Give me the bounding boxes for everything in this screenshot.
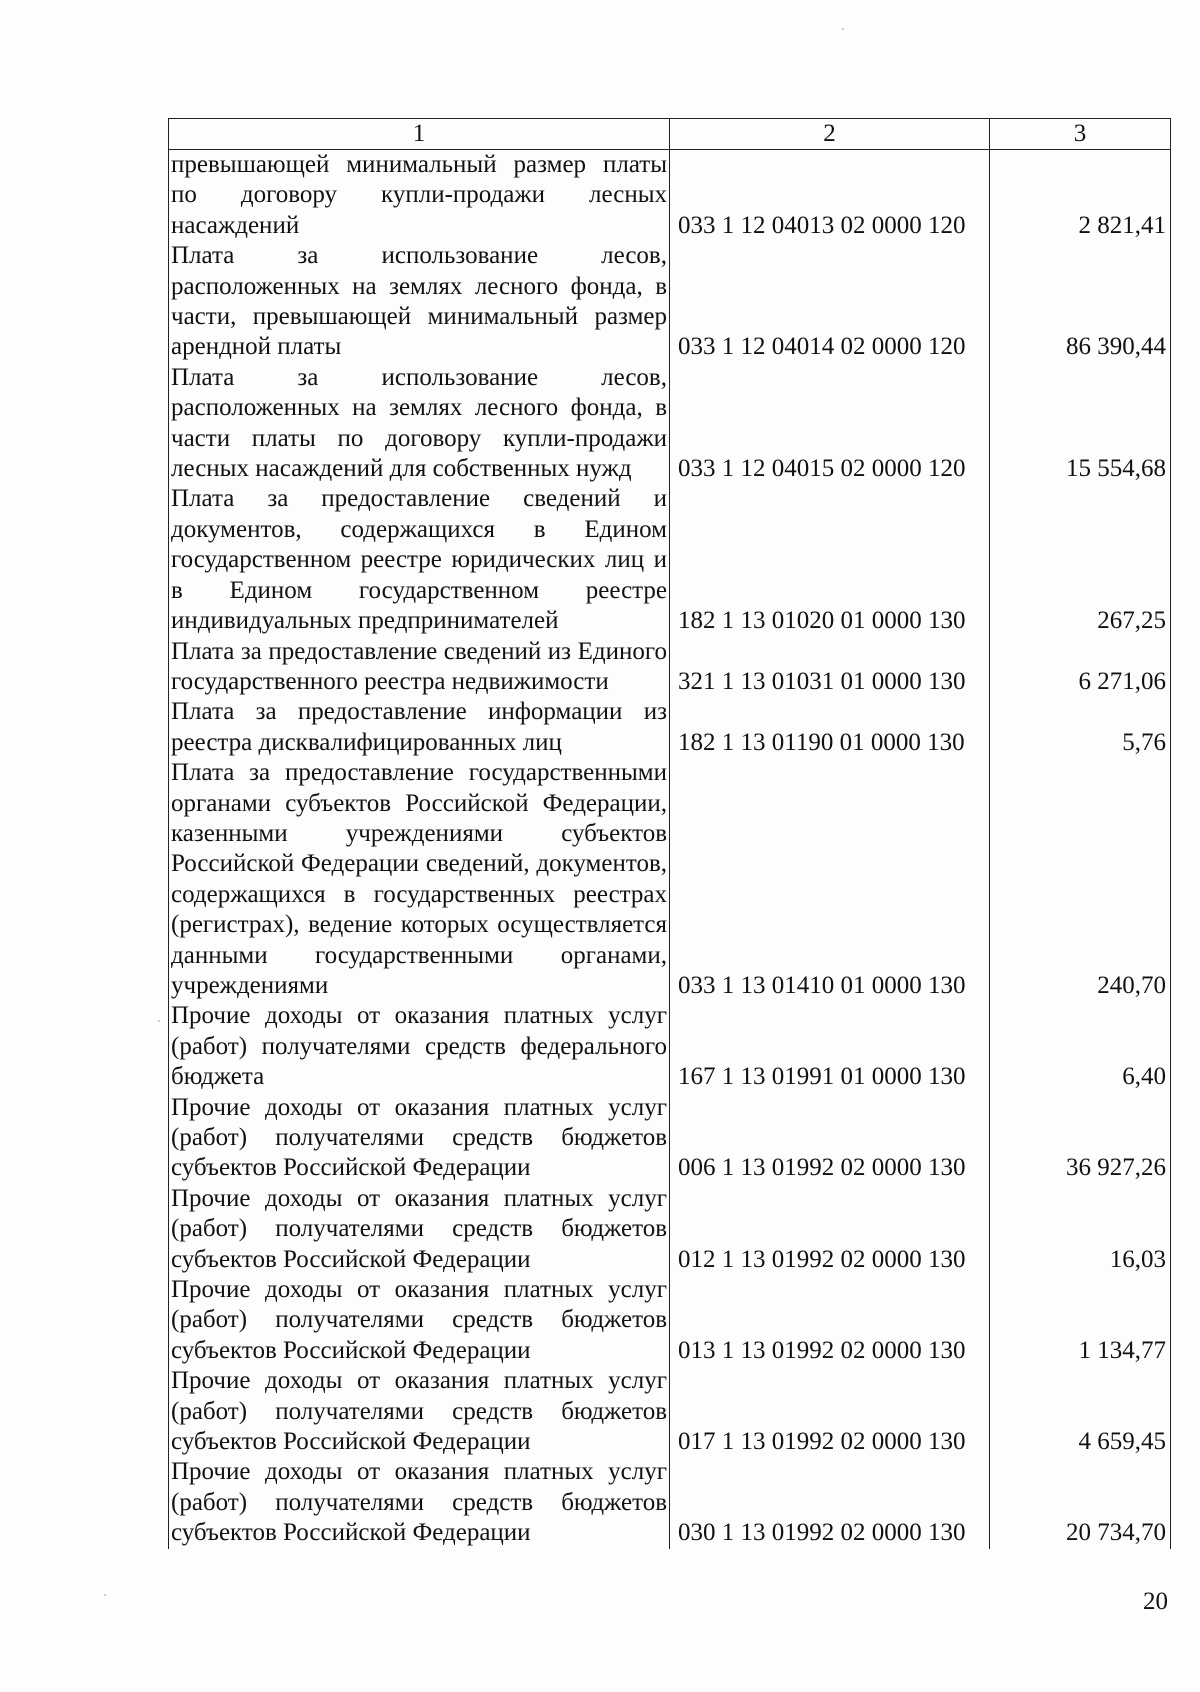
income-description: Прочие доходы от оказания платных услуг (работ) получателями средств бюджетов субъектов Российской Федерации: [169, 1457, 670, 1548]
budget-classification-code: 012 1 13 01992 02 0000 130: [670, 1184, 990, 1275]
table-row: [169, 1093, 1171, 1184]
column-header: 2: [670, 119, 990, 150]
income-description: Прочие доходы от оказания платных услуг (работ) получателями средств бюджетов субъектов Российской Федерации: [169, 1184, 670, 1275]
budget-classification-code: 182 1 13 01190 01 0000 130: [670, 697, 990, 758]
amount-value: 20 734,70: [990, 1457, 1171, 1548]
amount-value: 86 390,44: [990, 241, 1171, 363]
amount-value: 5,76: [990, 697, 1171, 758]
amount-value: 4 659,45: [990, 1366, 1171, 1457]
table-row: [169, 1001, 1171, 1092]
scan-speck: [104, 1594, 106, 1596]
table-row: [169, 484, 1171, 636]
budget-classification-code: 033 1 12 04015 02 0000 120: [670, 363, 990, 485]
income-description: превышающей минимальный размер платы по договору купли-продажи лесных насаждений: [169, 150, 670, 242]
amount-value: 2 821,41: [990, 150, 1171, 242]
income-description: Прочие доходы от оказания платных услуг (работ) получателями средств бюджетов субъектов Российской Федерации: [169, 1366, 670, 1457]
table-row: [169, 1366, 1171, 1457]
budget-classification-code: 033 1 12 04013 02 0000 120: [670, 150, 990, 242]
budget-classification-code: 030 1 13 01992 02 0000 130: [670, 1457, 990, 1548]
income-description: Прочие доходы от оказания платных услуг (работ) получателями средств федерального бюджета: [169, 1001, 670, 1092]
column-header: 1: [169, 119, 670, 150]
table-row: [169, 1457, 1171, 1548]
budget-classification-code: 017 1 13 01992 02 0000 130: [670, 1366, 990, 1457]
income-description: Плата за предоставление информации из реестра дисквалифицированных лиц: [169, 697, 670, 758]
scan-speck: [842, 28, 844, 30]
budget-classification-code: 033 1 12 04014 02 0000 120: [670, 241, 990, 363]
table-row: [169, 1184, 1171, 1275]
table-row: [169, 363, 1171, 485]
amount-value: 16,03: [990, 1184, 1171, 1275]
table-row: [169, 637, 1171, 698]
budget-classification-code: 167 1 13 01991 01 0000 130: [670, 1001, 990, 1092]
amount-value: 15 554,68: [990, 363, 1171, 485]
budget-classification-code: 013 1 13 01992 02 0000 130: [670, 1275, 990, 1366]
income-description: Прочие доходы от оказания платных услуг (работ) получателями средств бюджетов субъектов Российской Федерации: [169, 1093, 670, 1184]
page-number: 20: [1143, 1588, 1168, 1615]
amount-value: 6,40: [990, 1001, 1171, 1092]
amount-value: 1 134,77: [990, 1275, 1171, 1366]
budget-classification-code: 033 1 13 01410 01 0000 130: [670, 758, 990, 1001]
amount-value: 36 927,26: [990, 1093, 1171, 1184]
table-row: [169, 758, 1171, 1001]
income-description: Плата за предоставление государственными органами субъектов Российской Федерации, казенными учреждениями субъектов Российской Федерации сведений, документов, содержащихся в государственных реестрах (регистрах), ведение которых осуществляется данными государственными органами, учреждениями: [169, 758, 670, 1001]
amount-value: 6 271,06: [990, 637, 1171, 698]
income-description: Плата за использование лесов, расположенных на землях лесного фонда, в части платы по договору купли-продажи лесных насаждений для собственных нужд: [169, 363, 670, 485]
table-row: [169, 241, 1171, 363]
income-description: Плата за использование лесов, расположенных на землях лесного фонда, в части, превышающей минимальный размер арендной платы: [169, 241, 670, 363]
table-row: [169, 1275, 1171, 1366]
budget-classification-code: 182 1 13 01020 01 0000 130: [670, 484, 990, 636]
scan-speck: [158, 1020, 160, 1022]
column-header: 3: [990, 119, 1171, 150]
revenue-table: [168, 118, 1171, 1549]
amount-value: 267,25: [990, 484, 1171, 636]
table-header-row: [169, 119, 1171, 150]
budget-classification-code: 006 1 13 01992 02 0000 130: [670, 1093, 990, 1184]
income-description: Прочие доходы от оказания платных услуг (работ) получателями средств бюджетов субъектов Российской Федерации: [169, 1275, 670, 1366]
income-description: Плата за предоставление сведений из Единого государственного реестра недвижимости: [169, 637, 670, 698]
income-description: Плата за предоставление сведений и документов, содержащихся в Едином государственном реестре юридических лиц и в Едином государственном реестре индивидуальных предпринимателей: [169, 484, 670, 636]
table-row: [169, 150, 1171, 242]
table-row: [169, 697, 1171, 758]
amount-value: 240,70: [990, 758, 1171, 1001]
budget-classification-code: 321 1 13 01031 01 0000 130: [670, 637, 990, 698]
